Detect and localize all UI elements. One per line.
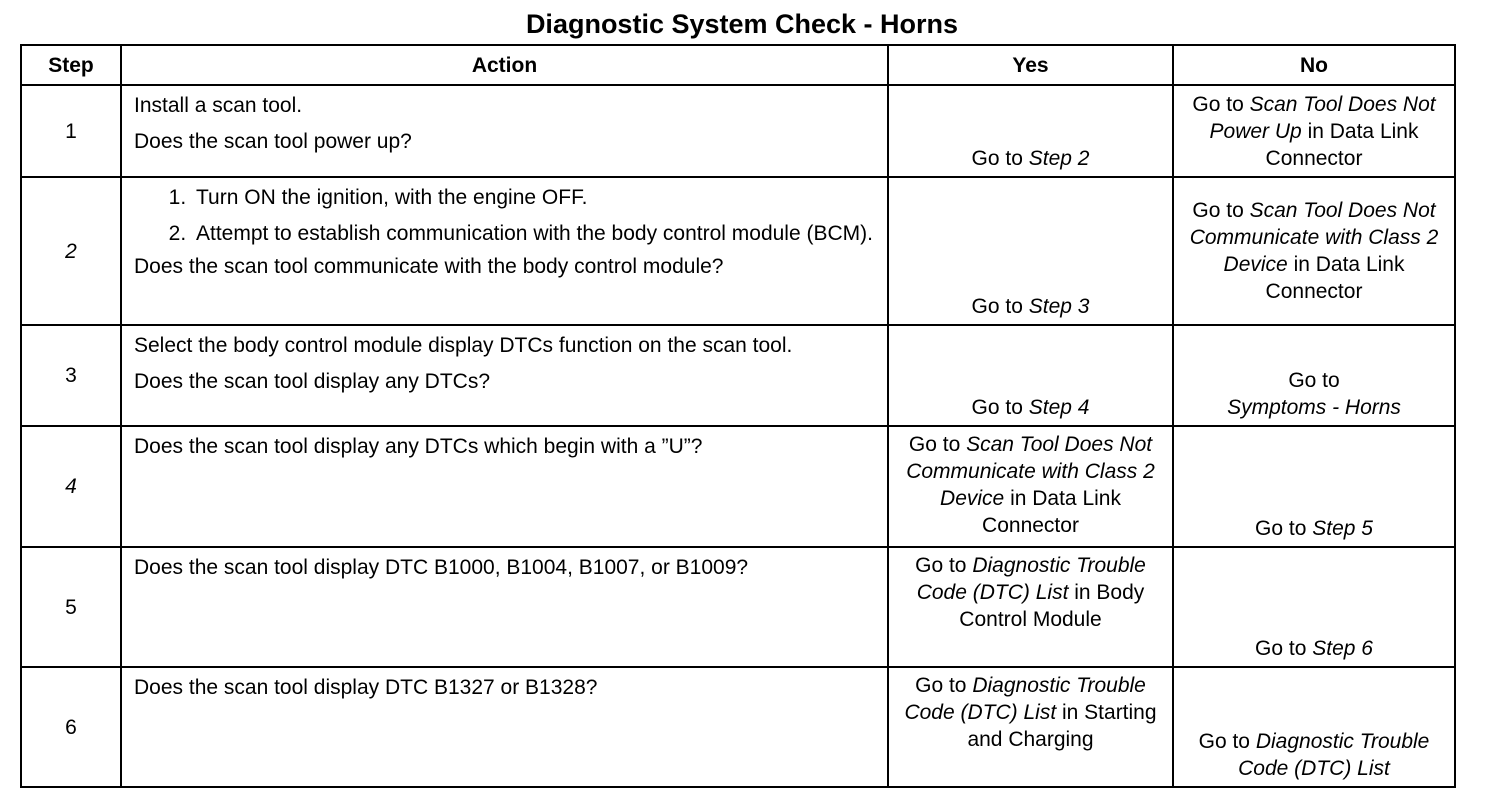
table-row bbox=[21, 325, 1455, 426]
action-line: Does the scan tool display DTC B1327 or B1328? bbox=[134, 676, 598, 699]
yes-text: Go to bbox=[915, 674, 973, 697]
action-line: Does the scan tool display DTC B1000, B1004, B1007, or B1009? bbox=[134, 556, 749, 579]
step-number: 4 bbox=[21, 426, 121, 547]
step-number: 6 bbox=[21, 667, 121, 787]
no-cell bbox=[1173, 667, 1455, 787]
yes-cell bbox=[888, 85, 1173, 177]
step-number: 5 bbox=[21, 547, 121, 667]
table-row bbox=[21, 547, 1455, 667]
no-reference: Step 5 bbox=[1312, 517, 1373, 540]
header-row bbox=[21, 45, 1455, 85]
table-row bbox=[21, 85, 1455, 177]
table-row bbox=[21, 177, 1455, 325]
yes-cell bbox=[888, 547, 1173, 667]
yes-cell bbox=[888, 426, 1173, 547]
no-reference: Scan Tool Does Not Power Up bbox=[1209, 92, 1436, 143]
action-cell bbox=[121, 426, 888, 547]
action-step-item: 2. Attempt to establish communication with the body control module (BCM). bbox=[192, 220, 877, 247]
no-reference: Diagnostic Trouble Code (DTC) List bbox=[1238, 730, 1430, 780]
no-text: in Data Link Connector bbox=[1265, 119, 1419, 170]
no-text: Go to bbox=[1192, 92, 1250, 116]
yes-reference: Diagnostic Trouble Code (DTC) List bbox=[916, 554, 1146, 604]
action-line: Select the body control module display DTCs function on the scan tool. bbox=[134, 334, 793, 357]
no-text: Go to bbox=[1192, 199, 1250, 222]
step-number: 1 bbox=[21, 85, 121, 177]
step-number: 2 bbox=[21, 177, 121, 325]
header-yes: Yes bbox=[888, 45, 1173, 85]
yes-reference: Step 4 bbox=[1028, 396, 1090, 419]
yes-cell bbox=[888, 177, 1173, 325]
diagnostic-table bbox=[20, 44, 1456, 788]
page-title: Diagnostic System Check - Horns bbox=[525, 9, 959, 39]
action-line: Does the scan tool power up? bbox=[134, 130, 412, 153]
yes-text: Go to bbox=[971, 396, 1029, 419]
step-number: 3 bbox=[21, 325, 121, 426]
no-cell bbox=[1173, 547, 1455, 667]
action-cell bbox=[121, 177, 888, 325]
no-cell bbox=[1173, 85, 1455, 177]
no-reference: Symptoms - Horns bbox=[1227, 396, 1401, 419]
yes-cell bbox=[888, 667, 1173, 787]
header-action: Action bbox=[121, 45, 888, 85]
yes-reference: Step 2 bbox=[1028, 147, 1090, 170]
yes-cell bbox=[888, 325, 1173, 426]
no-reference: Step 6 bbox=[1312, 637, 1373, 660]
action-line: Does the scan tool communicate with the body control module? bbox=[134, 255, 724, 278]
no-text: Go to bbox=[1198, 730, 1256, 753]
yes-reference: Step 3 bbox=[1028, 295, 1090, 318]
action-cell bbox=[121, 547, 888, 667]
yes-reference: Diagnostic Trouble Code (DTC) List bbox=[904, 674, 1146, 724]
no-text: in Data Link Connector bbox=[1265, 253, 1405, 303]
no-reference: Scan Tool Does Not Communicate with Class 2 Device bbox=[1189, 199, 1439, 276]
table-row bbox=[21, 667, 1455, 787]
action-line: Install a scan tool. bbox=[134, 94, 303, 117]
yes-text: in Data Link Connector bbox=[982, 487, 1121, 537]
yes-text: Go to bbox=[915, 554, 973, 577]
yes-text: Go to bbox=[908, 433, 967, 456]
header-step: Step bbox=[21, 45, 121, 85]
yes-text: Go to bbox=[971, 147, 1029, 170]
action-cell bbox=[121, 325, 888, 426]
yes-text: in Body Control Module bbox=[959, 581, 1145, 631]
no-text: Go to bbox=[1255, 637, 1313, 660]
no-text: Go to bbox=[1255, 517, 1313, 540]
header-no: No bbox=[1173, 45, 1455, 85]
action-cell bbox=[121, 85, 888, 177]
action-steps-list bbox=[134, 184, 877, 247]
no-cell bbox=[1173, 177, 1455, 325]
yes-reference: Scan Tool Does Not Communicate with Class 2 Device bbox=[906, 433, 1155, 510]
action-step-item: 1. Turn ON the ignition, with the engine OFF. bbox=[192, 184, 877, 211]
yes-text: Go to bbox=[971, 295, 1029, 318]
no-text: Go to bbox=[1288, 369, 1340, 392]
action-line: Does the scan tool display any DTCs? bbox=[134, 370, 491, 393]
no-cell bbox=[1173, 426, 1455, 547]
yes-text: in Starting and Charging bbox=[967, 701, 1157, 751]
action-cell bbox=[121, 667, 888, 787]
table-row bbox=[21, 426, 1455, 547]
action-line: Does the scan tool display any DTCs which begin with a ”U”? bbox=[134, 435, 703, 458]
no-cell bbox=[1173, 325, 1455, 426]
